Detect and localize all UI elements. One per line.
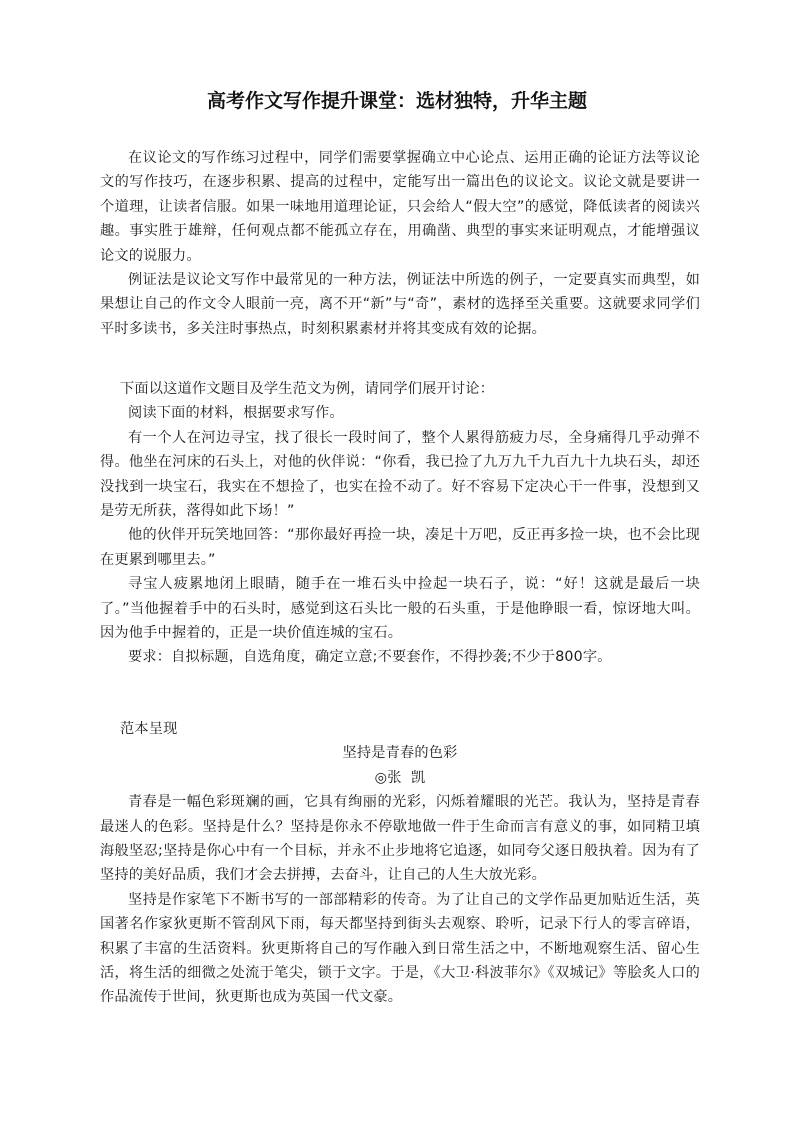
sample-heading: 范本呈现 xyxy=(120,721,178,737)
essay-paragraph-1: 青春是一幅色彩斑斓的画，它具有绚丽的光彩，闪烁着耀眼的光芒。我认为，坚持是青春最迷人的色彩。坚持是什么？坚持是你永不停歇地做一件于生命而言有意义的事，如同精卫填海般坚忍;坚持是你心中有一个目标，并永不止步地将它追逐，如同夸父逐日般执着。因为有了坚持的美好品质，我们才会去拼搏，去奋斗，让自己的人生大放光彩。 xyxy=(100,794,700,884)
prompt-story-paragraph-2: 他的伙伴开玩笑地回答：“那你最好再捡一块，凑足十万吧，反正再多捡一块，也不会比现在更累到哪里去。” xyxy=(100,527,700,568)
prompt-story-paragraph-3: 寻宝人疲累地闭上眼睛，随手在一堆石头中捡起一块石子，说：“好！这就是最后一块了。”当他握着手中的石头时，感觉到这石头比一般的石头重，于是他睁眼一看，惊讶地大叫。因为他手中握着的，正是一块价值连城的宝石。 xyxy=(100,576,700,642)
prompt-section xyxy=(100,377,700,670)
essay-title: 坚持是青春的色彩 xyxy=(342,745,458,762)
intro-paragraph-1: 在议论文的写作练习过程中，同学们需要掌握确立中心论点、运用正确的论证方法等议论文的写作技巧，在逐步积累、提高的过程中，定能写出一篇出色的议论文。议论文就是要讲一个道理，让读者信服。如果一味地用道理论证，只会给人“假大空”的感觉，降低读者的阅读兴趣。事实胜于雄辩，任何观点都不能孤立存在，用确凿、典型的事实来证明观点，才能增强议论文的说服力。 xyxy=(100,150,700,264)
prompt-instruction: 阅读下面的材料，根据要求写作。 xyxy=(128,405,344,422)
prompt-lead: 下面以这道作文题目及学生范文为例，请同学们展开讨论： xyxy=(120,381,495,397)
prompt-requirements: 要求：自拟标题，自选角度，确定立意;不要套作，不得抄袭;不少于800字。 xyxy=(128,649,612,666)
intro-paragraph-2: 例证法是议论文写作中最常见的一种方法，例证法中所选的例子，一定要真实而典型，如果想让自己的作文令人眼前一亮，离不开“新”与“奇”，素材的选择至关重要。这就要求同学们平时多读书，多关注时事热点，时刻积累素材并将其变成有效的论据。 xyxy=(100,272,700,337)
sample-section xyxy=(100,717,700,1010)
page-title: 高考作文写作提升课堂：选材独特，升华主题 xyxy=(206,90,587,112)
prompt-story-paragraph-1: 有一个人在河边寻宝，找了很长一段时间了，整个人累得筋疲力尽，全身痛得几乎动弹不得。他坐在河床的石头上，对他的伙伴说：“你看，我已捡了九万九千九百九十九块石头，却还没找到一块宝石，我实在不想捡了，也实在捡不动了。好不容易下定决心干一件事，没想到又是劳无所获，落得如此下场！” xyxy=(100,429,700,520)
intro-section xyxy=(100,146,700,341)
essay-author: ◎张 凯 xyxy=(374,769,426,786)
essay-paragraph-2: 坚持是作家笔下不断书写的一部部精彩的传奇。为了让自己的文学作品更加贴近生活，英国著名作家狄更斯不管刮风下雨，每天都坚持到街头去观察、聆听，记录下行人的零言碎语，积累了丰富的生活资料。狄更斯将自己的写作融入到日常生活之中，不断地观察生活、留心生活，将生活的细微之处流于笔尖，锁于文字。于是，《大卫·科波菲尔》《双城记》等脍炙人口的作品流传于世间，狄更斯也成为英国一代文豪。 xyxy=(100,891,700,1006)
